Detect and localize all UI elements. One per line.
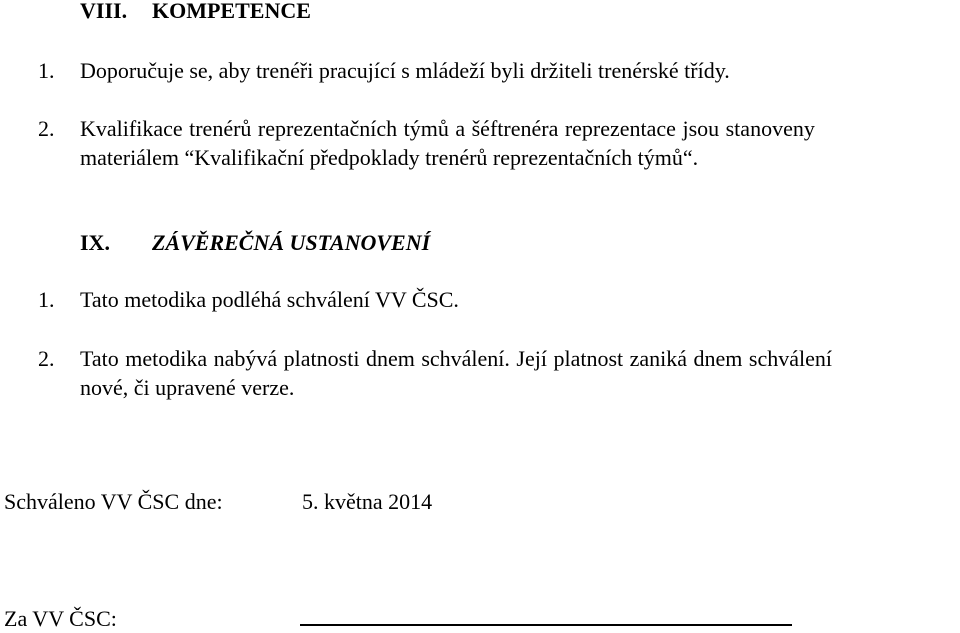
section-9-item-1-text: Tato metodika podléhá schválení VV ČSC. (80, 287, 459, 312)
section-9-item-2-text-line-1: Tato metodika nabývá platnosti dnem schválení. Její platnost zaniká dnem schválení (80, 346, 832, 371)
signature-line (300, 624, 792, 626)
section-8-item-1-number: 1. (38, 58, 55, 83)
section-9-item-2-number: 2. (38, 346, 55, 371)
section-9-item-1-number: 1. (38, 287, 55, 312)
signature-label: Za VV ČSC: (4, 606, 117, 631)
section-8-item-2-text-line-1: Kvalifikace trenérů reprezentačních týmů a šéftrenéra reprezentace jsou stanoveny (80, 116, 815, 141)
section-8-item-2-text-line-2: materiálem “Kvalifikační předpoklady trenérů reprezentačních týmů“. (80, 145, 699, 170)
section-8-item-2-number: 2. (38, 116, 55, 141)
approval-label: Schváleno VV ČSC dne: (4, 489, 223, 514)
section-8-item-1-text: Doporučuje se, aby trenéři pracující s mládeží byli držiteli trenérské třídy. (80, 58, 730, 83)
section-9-item-2-text-line-2: nové, či upravené verze. (80, 375, 295, 400)
section-9-title: ZÁVĚREČNÁ USTANOVENÍ (152, 230, 431, 255)
approval-date: 5. května 2014 (302, 489, 433, 514)
section-9-number: IX. (80, 230, 110, 255)
section-8-title: KOMPETENCE (152, 0, 311, 23)
section-8-number: VIII. (80, 0, 128, 23)
